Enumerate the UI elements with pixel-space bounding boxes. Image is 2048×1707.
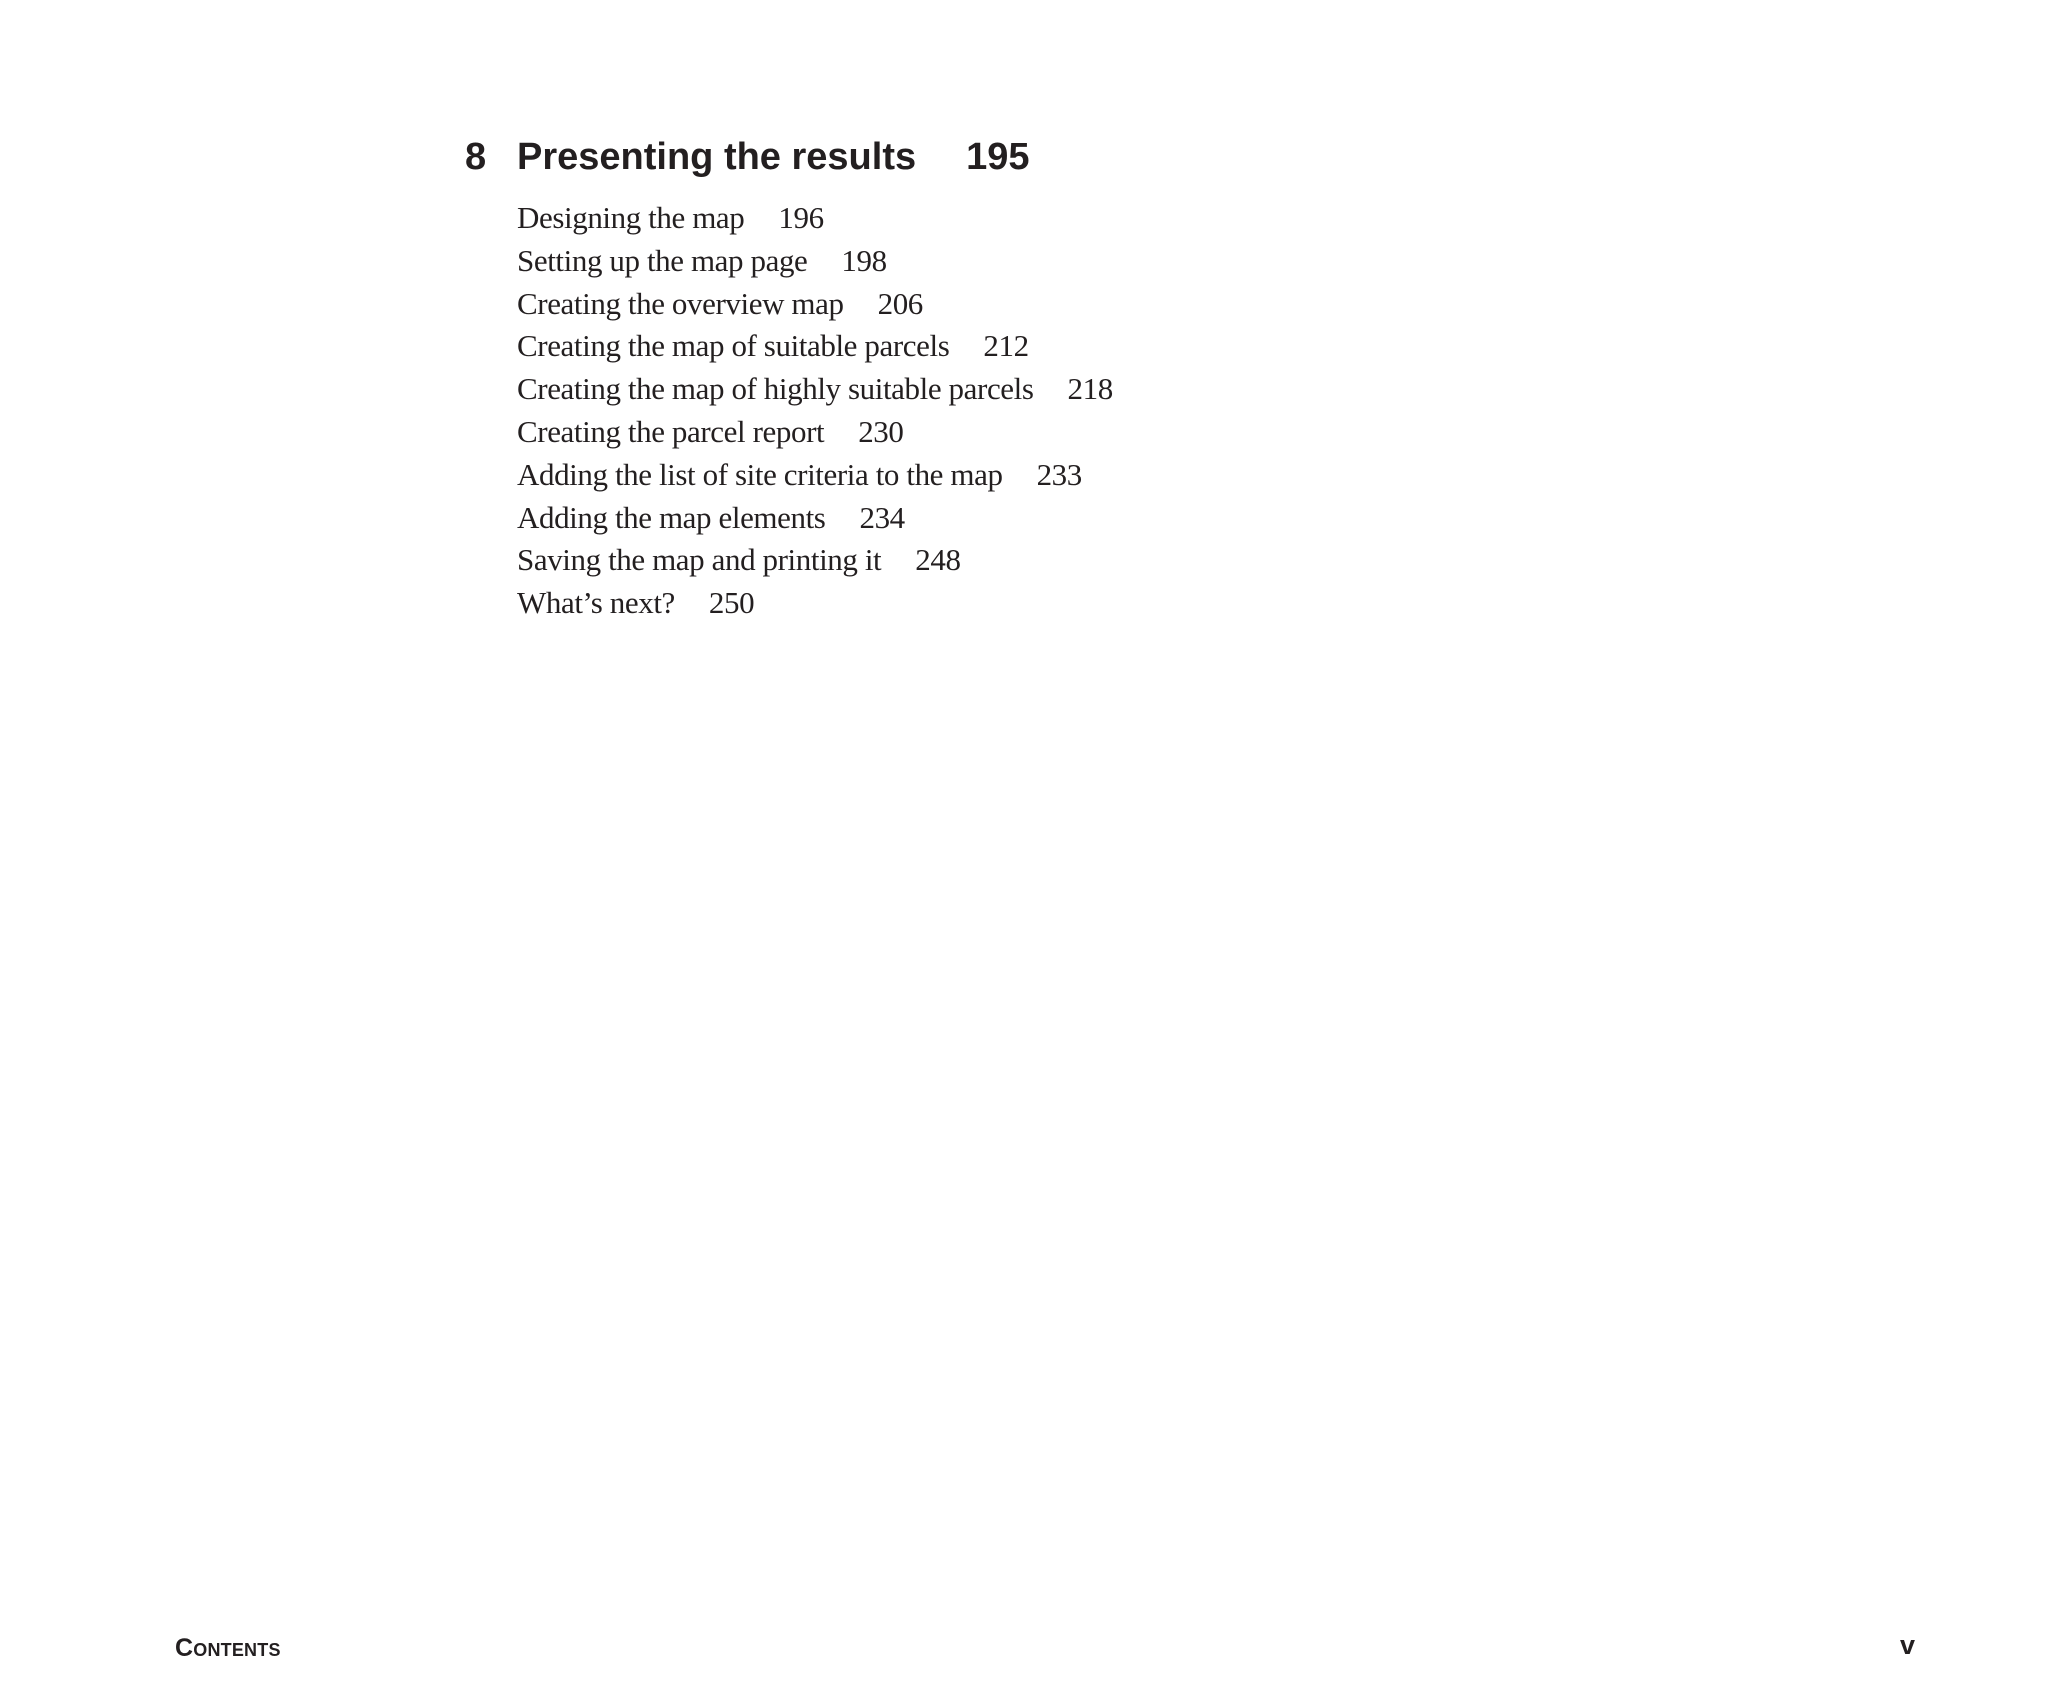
chapter-heading xyxy=(465,136,1030,194)
folio-page-number: v xyxy=(1900,1630,1916,1660)
toc-entry-title: Adding the map elements xyxy=(517,499,826,535)
toc-entry-page: 206 xyxy=(877,285,923,321)
chapter-page-number: 195 xyxy=(966,136,1030,178)
toc-entry-title: What’s next? xyxy=(517,585,675,621)
toc-entry xyxy=(517,368,1113,411)
toc-entry-title: Setting up the map page xyxy=(517,242,808,278)
toc-entry-title: Creating the parcel report xyxy=(517,413,825,449)
toc-entry-page: 212 xyxy=(983,328,1029,364)
toc-entry xyxy=(517,539,1113,582)
toc-entry-title: Creating the map of highly suitable parcels xyxy=(517,371,1034,407)
toc-entry-title: Creating the overview map xyxy=(517,285,844,321)
toc-entry-page: 248 xyxy=(915,542,961,578)
chapter-number: 8 xyxy=(465,136,487,178)
toc-entry xyxy=(517,240,1113,283)
toc-entry xyxy=(517,283,1113,326)
toc-entry-page: 234 xyxy=(859,499,905,535)
toc-entry xyxy=(517,582,1113,625)
toc-entry-page: 250 xyxy=(708,585,755,621)
toc-section-list xyxy=(517,197,1113,625)
running-footer-label: Contents xyxy=(175,1634,281,1662)
toc-entry-page: 196 xyxy=(778,200,824,235)
toc-entry xyxy=(517,454,1113,497)
toc-entry-page: 233 xyxy=(1036,456,1082,492)
toc-entry-page: 230 xyxy=(858,413,904,449)
toc-entry-page: 218 xyxy=(1067,371,1113,407)
toc-entry xyxy=(517,497,1113,540)
toc-entry-title: Designing the map xyxy=(517,200,745,235)
toc-entry-title: Creating the map of suitable parcels xyxy=(517,328,950,364)
toc-entry-page: 198 xyxy=(841,242,887,278)
chapter-title: Presenting the results xyxy=(517,136,917,178)
toc-entry-title: Adding the list of site criteria to the map xyxy=(517,456,1003,492)
toc-entry xyxy=(517,411,1113,454)
toc-entry xyxy=(517,197,1113,240)
toc-entry xyxy=(517,325,1113,368)
toc-entry-title: Saving the map and printing it xyxy=(517,542,882,578)
